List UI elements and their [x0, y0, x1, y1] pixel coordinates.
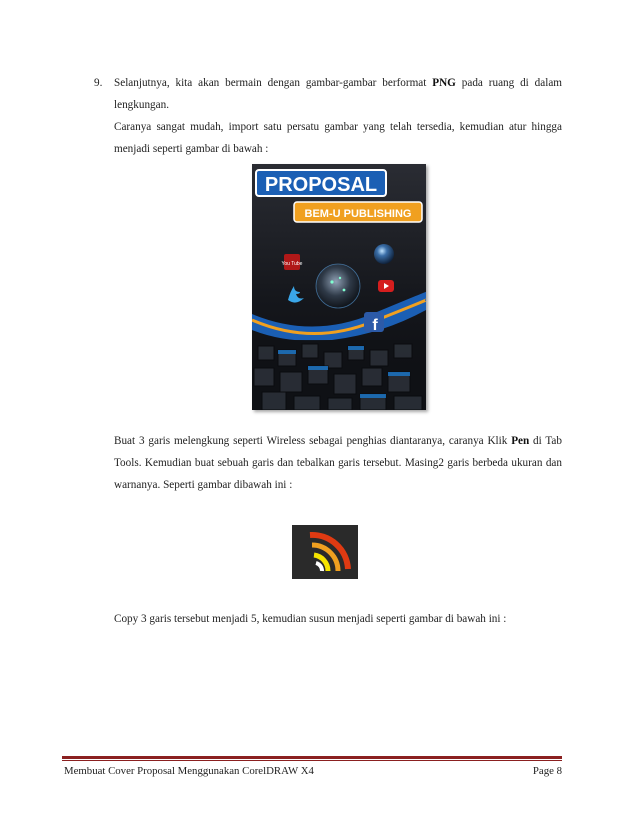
cover-illustration [252, 164, 426, 410]
cover-title: PROPOSAL [264, 174, 378, 196]
footer-rule [62, 756, 562, 759]
wireless-arcs-image [292, 525, 358, 579]
paragraph-text: di Tab Tools. Kemudian buat sebuah garis dan tebalkan garis tersebut. Masing2 garis berbeda ukuran dan warnanya. Seperti gambar dibawah ini : [114, 435, 562, 491]
youtube-label: You Tube [281, 261, 303, 267]
list-number-9: 9. [94, 77, 103, 89]
wireless-icon [292, 525, 358, 579]
paragraph-11-copy: Copy 3 garis tersebut menjadi 5, kemudian susun menjadi seperti gambar di bawah ini : [114, 613, 507, 625]
bold-term-pen: Pen [511, 435, 530, 447]
paragraph-text: Selanjutnya, kita akan bermain dengan gambar-gambar berformat [114, 77, 433, 89]
paragraph-9-instructions: Caranya sangat mudah, import satu persatu gambar yang telah tersedia, kemudian atur hingga menjadi seperti gambar di bawah : [114, 121, 562, 155]
cover-subtitle: BEM-U PUBLISHING [304, 208, 412, 220]
paragraph-text: Buat 3 garis melengkung seperti Wireless sebagai penghias diantaranya, caranya Klik [114, 435, 512, 447]
page-number: Page 8 [532, 765, 562, 777]
paragraph-text: pada ruang di dalam lengkungan. [114, 77, 562, 111]
bold-term-png: PNG [432, 77, 456, 89]
footer-title: Membuat Cover Proposal Menggunakan CorelDRAW X4 [64, 765, 314, 777]
paragraph-10-wireless [114, 430, 562, 496]
paragraph-9-intro [114, 72, 562, 116]
proposal-cover-image [252, 164, 426, 410]
facebook-icon: f [372, 317, 378, 334]
footer-rule-thin [62, 760, 562, 761]
